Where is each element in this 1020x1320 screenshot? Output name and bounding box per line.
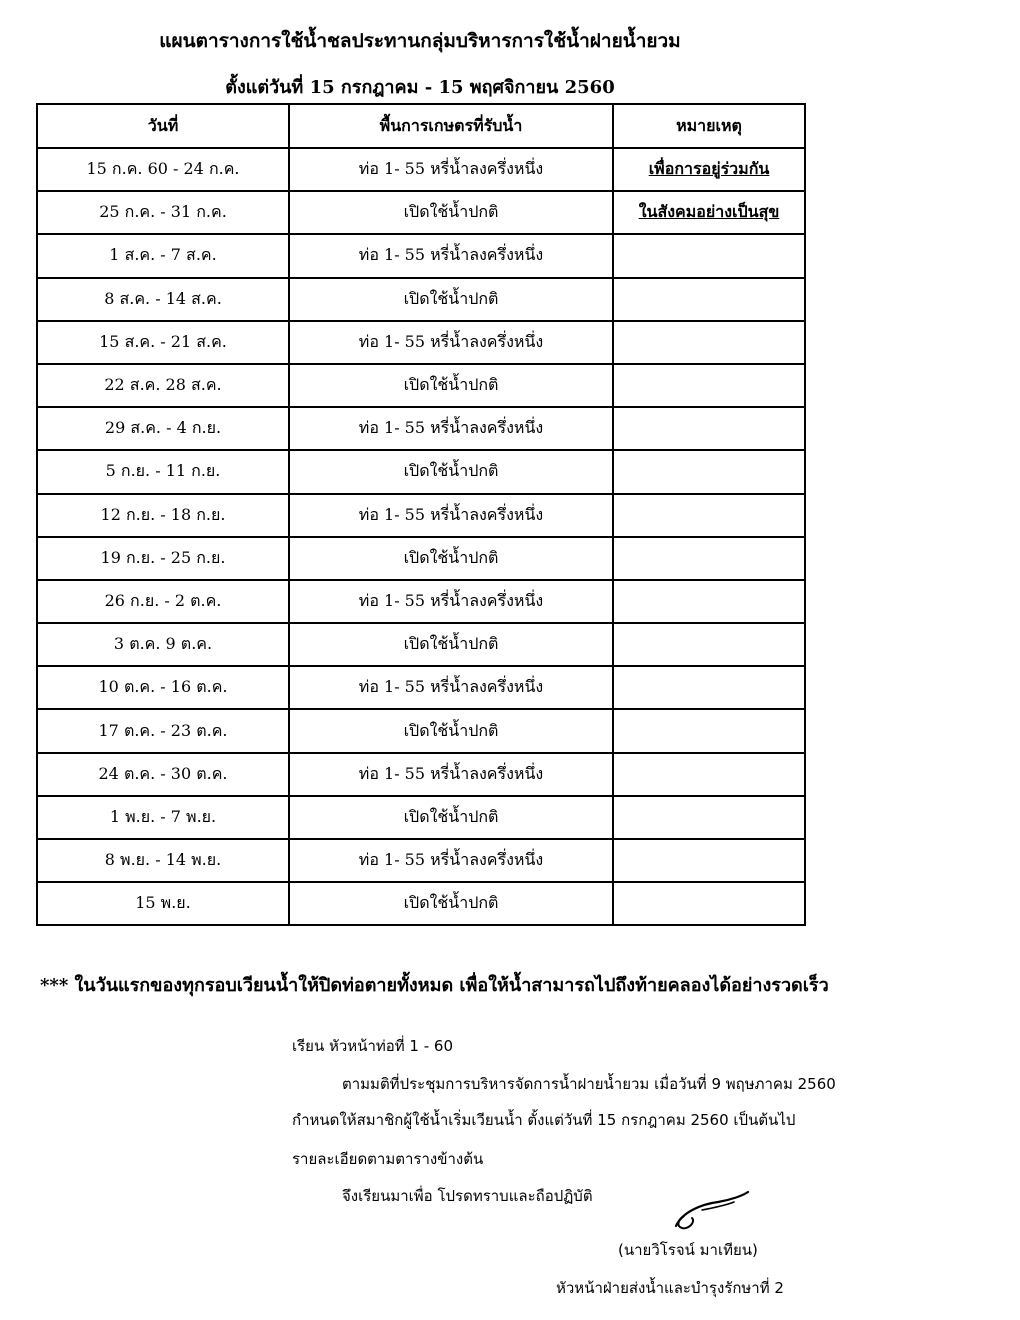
- cell-area: เปิดใช้น้ำปกติ: [289, 278, 613, 321]
- cell-area: ท่อ 1- 55 หรี่น้ำลงครึ่งหนึ่ง: [289, 666, 613, 709]
- cell-date: 29 ส.ค. - 4 ก.ย.: [37, 407, 289, 450]
- cell-note: [613, 753, 805, 796]
- cell-note: [613, 796, 805, 839]
- table-row: [37, 753, 805, 796]
- cell-area: เปิดใช้น้ำปกติ: [289, 537, 613, 580]
- cell-area: เปิดใช้น้ำปกติ: [289, 364, 613, 407]
- cell-note: [613, 537, 805, 580]
- table-row: [37, 234, 805, 277]
- cell-date: 3 ต.ค. 9 ต.ค.: [37, 623, 289, 666]
- letter-recipient: เรียน หัวหน้าท่อที่ 1 - 60: [292, 1037, 454, 1055]
- letter-line-3: รายละเอียดตามตารางข้างต้น: [292, 1150, 484, 1168]
- cell-date: 15 พ.ย.: [37, 882, 289, 925]
- table-row: [37, 666, 805, 709]
- cell-date: 5 ก.ย. - 11 ก.ย.: [37, 450, 289, 493]
- table-row: [37, 494, 805, 537]
- cell-area: เปิดใช้น้ำปกติ: [289, 882, 613, 925]
- table-row: [37, 407, 805, 450]
- cell-date: 17 ต.ค. - 23 ต.ค.: [37, 709, 289, 752]
- table-row: [37, 364, 805, 407]
- schedule-table: [36, 103, 806, 926]
- table-row: [37, 623, 805, 666]
- cell-area: ท่อ 1- 55 หรี่น้ำลงครึ่งหนึ่ง: [289, 839, 613, 882]
- cell-date: 1 ส.ค. - 7 ส.ค.: [37, 234, 289, 277]
- cell-area: เปิดใช้น้ำปกติ: [289, 796, 613, 839]
- handwritten-signature: [672, 1190, 752, 1232]
- cell-date: 15 ก.ค. 60 - 24 ก.ค.: [37, 148, 289, 191]
- letter-line-2: กำหนดให้สมาชิกผู้ใช้น้ำเริ่มเวียนน้ำ ตั้งแต่วันที่ 15 กรกฎาคม 2560 เป็นต้นไป: [292, 1111, 796, 1129]
- cell-note: [613, 321, 805, 364]
- cell-area: ท่อ 1- 55 หรี่น้ำลงครึ่งหนึ่ง: [289, 753, 613, 796]
- signer-name: (นายวิโรจน์ มาเทียน): [618, 1241, 758, 1259]
- cell-note: [613, 623, 805, 666]
- cell-date: 1 พ.ย. - 7 พ.ย.: [37, 796, 289, 839]
- cell-date: 12 ก.ย. - 18 ก.ย.: [37, 494, 289, 537]
- table-row: [37, 278, 805, 321]
- cell-area: ท่อ 1- 55 หรี่น้ำลงครึ่งหนึ่ง: [289, 148, 613, 191]
- table-row: [37, 191, 805, 234]
- header-note: หมายเหตุ: [613, 104, 805, 148]
- cell-date: 22 ส.ค. 28 ส.ค.: [37, 364, 289, 407]
- cell-date: 25 ก.ค. - 31 ก.ค.: [37, 191, 289, 234]
- cell-area: เปิดใช้น้ำปกติ: [289, 191, 613, 234]
- cell-area: ท่อ 1- 55 หรี่น้ำลงครึ่งหนึ่ง: [289, 234, 613, 277]
- header-area: พื้นการเกษตรที่รับน้ำ: [289, 104, 613, 148]
- cell-note: [613, 839, 805, 882]
- page-title: แผนตารางการใช้น้ำชลประทานกลุ่มบริหารการใช้น้ำฝายน้ำยวม: [159, 30, 681, 52]
- header-date: วันที่: [37, 104, 289, 148]
- table-header-row: [37, 104, 805, 148]
- letter-closing: จึงเรียนมาเพื่อ โปรดทราบและถือปฏิบัติ: [342, 1187, 593, 1205]
- cell-date: 10 ต.ค. - 16 ต.ค.: [37, 666, 289, 709]
- cell-note: [613, 364, 805, 407]
- cell-area: ท่อ 1- 55 หรี่น้ำลงครึ่งหนึ่ง: [289, 321, 613, 364]
- cell-area: ท่อ 1- 55 หรี่น้ำลงครึ่งหนึ่ง: [289, 494, 613, 537]
- table-row: [37, 148, 805, 191]
- cell-area: ท่อ 1- 55 หรี่น้ำลงครึ่งหนึ่ง: [289, 580, 613, 623]
- table-row: [37, 321, 805, 364]
- signer-title: หัวหน้าฝ่ายส่งน้ำและบำรุงรักษาที่ 2: [556, 1279, 784, 1297]
- cell-note: [613, 234, 805, 277]
- cell-note: [613, 407, 805, 450]
- cell-date: 26 ก.ย. - 2 ต.ค.: [37, 580, 289, 623]
- cell-note: [613, 709, 805, 752]
- table-row: [37, 709, 805, 752]
- cell-note: [613, 494, 805, 537]
- footnote: *** ในวันแรกของทุกรอบเวียนน้ำให้ปิดท่อตายทั้งหมด เพื่อให้น้ำสามารถไปถึงท้ายคลองได้อย่างรวดเร็ว: [40, 975, 829, 996]
- cell-note: เพื่อการอยู่ร่วมกัน: [613, 148, 805, 191]
- cell-area: เปิดใช้น้ำปกติ: [289, 623, 613, 666]
- cell-date: 15 ส.ค. - 21 ส.ค.: [37, 321, 289, 364]
- cell-note: [613, 278, 805, 321]
- cell-date: 8 ส.ค. - 14 ส.ค.: [37, 278, 289, 321]
- table-row: [37, 450, 805, 493]
- cell-note: [613, 580, 805, 623]
- cell-note: ในสังคมอย่างเป็นสุข: [613, 191, 805, 234]
- table-row: [37, 882, 805, 925]
- cell-area: เปิดใช้น้ำปกติ: [289, 450, 613, 493]
- cell-note: [613, 666, 805, 709]
- cell-area: เปิดใช้น้ำปกติ: [289, 709, 613, 752]
- table-row: [37, 796, 805, 839]
- table-row: [37, 537, 805, 580]
- cell-date: 8 พ.ย. - 14 พ.ย.: [37, 839, 289, 882]
- cell-date: 19 ก.ย. - 25 ก.ย.: [37, 537, 289, 580]
- cell-area: ท่อ 1- 55 หรี่น้ำลงครึ่งหนึ่ง: [289, 407, 613, 450]
- letter-line-1: ตามมติที่ประชุมการบริหารจัดการน้ำฝายน้ำยวม เมื่อวันที่ 9 พฤษภาคม 2560: [342, 1075, 836, 1093]
- cell-note: [613, 450, 805, 493]
- cell-note: [613, 882, 805, 925]
- cell-date: 24 ต.ค. - 30 ต.ค.: [37, 753, 289, 796]
- page-subtitle: ตั้งแต่วันที่ 15 กรกฎาคม - 15 พฤศจิกายน 2560: [225, 77, 615, 98]
- table-row: [37, 839, 805, 882]
- table-row: [37, 580, 805, 623]
